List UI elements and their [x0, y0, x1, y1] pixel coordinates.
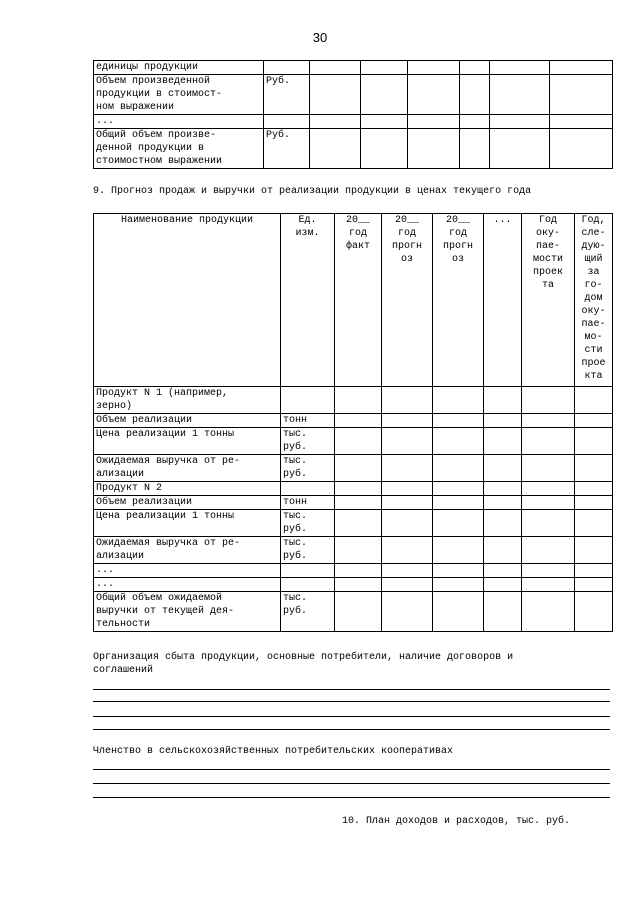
production-table — [93, 60, 613, 169]
value-cell — [408, 75, 460, 115]
value-cell — [335, 455, 382, 482]
header-row — [94, 214, 613, 387]
row-label-cell: ... — [94, 564, 281, 578]
value-cell — [382, 592, 433, 632]
section-10-title: 10. План доходов и расходов, тыс. руб. — [341, 816, 570, 827]
column-header: Год, сле- дую- щий за го- дом оку- пае- мо- сти прое кта — [575, 214, 613, 387]
row-label-cell: Продукт N 2 — [94, 482, 281, 496]
value-cell — [550, 115, 613, 129]
value-cell — [522, 592, 575, 632]
sales-organization-line — [93, 701, 610, 702]
value-cell — [490, 129, 550, 169]
value-cell — [433, 482, 484, 496]
value-cell — [522, 482, 575, 496]
row-label-cell: Цена реализации 1 тонны — [94, 428, 281, 455]
unit-cell: тонн — [281, 414, 335, 428]
cooperative-membership-line — [93, 783, 610, 784]
value-cell — [484, 414, 522, 428]
row-label-cell: Продукт N 1 (например, зерно) — [94, 387, 281, 414]
value-cell — [575, 537, 613, 564]
value-cell — [433, 564, 484, 578]
row-label-cell: ... — [94, 115, 264, 129]
value-cell — [310, 75, 361, 115]
value-cell — [335, 564, 382, 578]
unit-cell: Руб. — [264, 129, 310, 169]
unit-cell — [281, 564, 335, 578]
value-cell — [575, 564, 613, 578]
unit-cell: тонн — [281, 496, 335, 510]
value-cell — [433, 537, 484, 564]
value-cell — [433, 592, 484, 632]
section-9-title: 9. Прогноз продаж и выручки от реализации продукции в ценах текущего года — [93, 186, 532, 197]
value-cell — [522, 387, 575, 414]
value-cell — [575, 510, 613, 537]
value-cell — [433, 578, 484, 592]
value-cell — [484, 564, 522, 578]
value-cell — [522, 428, 575, 455]
cooperative-membership-line — [93, 769, 610, 770]
value-cell — [382, 482, 433, 496]
value-cell — [310, 61, 361, 75]
value-cell — [408, 129, 460, 169]
unit-cell — [281, 387, 335, 414]
row-label-cell: Объем реализации — [94, 414, 281, 428]
value-cell — [382, 387, 433, 414]
table-row — [94, 387, 613, 414]
value-cell — [575, 387, 613, 414]
table-row — [94, 75, 613, 115]
value-cell — [575, 428, 613, 455]
value-cell — [335, 578, 382, 592]
value-cell — [382, 510, 433, 537]
value-cell — [490, 75, 550, 115]
sales-forecast-table — [93, 213, 613, 632]
value-cell — [382, 428, 433, 455]
value-cell — [484, 387, 522, 414]
cooperative-membership-label: Членство в сельскохозяйственных потребительских кооперативах — [93, 746, 454, 757]
value-cell — [335, 537, 382, 564]
unit-cell: тыс. руб. — [281, 428, 335, 455]
table-row — [94, 61, 613, 75]
row-label-cell: Ожидаемая выручка от ре- ализации — [94, 455, 281, 482]
value-cell — [490, 115, 550, 129]
column-header: 20__ год прогн оз — [433, 214, 484, 387]
value-cell — [522, 578, 575, 592]
value-cell — [408, 115, 460, 129]
sales-organization-label: Организация сбыта продукции, основные потребители, наличие договоров и соглашений — [93, 652, 514, 676]
value-cell — [382, 455, 433, 482]
value-cell — [484, 510, 522, 537]
column-header: Наименование продукции — [94, 214, 281, 387]
table-row — [94, 129, 613, 169]
value-cell — [335, 428, 382, 455]
value-cell — [382, 564, 433, 578]
value-cell — [484, 482, 522, 496]
value-cell — [550, 129, 613, 169]
value-cell — [460, 61, 490, 75]
value-cell — [382, 496, 433, 510]
value-cell — [522, 414, 575, 428]
value-cell — [575, 592, 613, 632]
table-row — [94, 115, 613, 129]
value-cell — [433, 455, 484, 482]
table-row — [94, 414, 613, 428]
value-cell — [361, 115, 408, 129]
table-row — [94, 496, 613, 510]
sales-organization-line — [93, 716, 610, 717]
value-cell — [550, 75, 613, 115]
value-cell — [382, 537, 433, 564]
value-cell — [310, 129, 361, 169]
value-cell — [310, 115, 361, 129]
table-row — [94, 564, 613, 578]
value-cell — [335, 414, 382, 428]
row-label-cell: Общий объем ожидаемой выручки от текущей дея- тельности — [94, 592, 281, 632]
unit-cell — [281, 578, 335, 592]
table-row — [94, 455, 613, 482]
row-label-cell: Цена реализации 1 тонны — [94, 510, 281, 537]
value-cell — [522, 455, 575, 482]
table-row — [94, 578, 613, 592]
unit-cell — [281, 482, 335, 496]
table-row — [94, 510, 613, 537]
value-cell — [575, 578, 613, 592]
value-cell — [433, 496, 484, 510]
unit-cell: Руб. — [264, 75, 310, 115]
value-cell — [460, 129, 490, 169]
table-row — [94, 482, 613, 496]
value-cell — [575, 482, 613, 496]
value-cell — [575, 455, 613, 482]
value-cell — [433, 510, 484, 537]
unit-cell: тыс. руб. — [281, 510, 335, 537]
value-cell — [575, 496, 613, 510]
column-header: Год оку- пае- мости проек та — [522, 214, 575, 387]
row-label-cell: Объем реализации — [94, 496, 281, 510]
value-cell — [335, 592, 382, 632]
value-cell — [522, 496, 575, 510]
value-cell — [335, 510, 382, 537]
table-row — [94, 537, 613, 564]
value-cell — [335, 387, 382, 414]
value-cell — [484, 428, 522, 455]
column-header: 20__ год факт — [335, 214, 382, 387]
unit-cell: тыс. руб. — [281, 592, 335, 632]
value-cell — [484, 578, 522, 592]
value-cell — [484, 455, 522, 482]
row-label-cell: единицы продукции — [94, 61, 264, 75]
value-cell — [361, 61, 408, 75]
value-cell — [382, 414, 433, 428]
value-cell — [490, 61, 550, 75]
row-label-cell: Общий объем произве- денной продукции в стоимостном выражении — [94, 129, 264, 169]
value-cell — [433, 387, 484, 414]
column-header: ... — [484, 214, 522, 387]
value-cell — [408, 61, 460, 75]
value-cell — [433, 414, 484, 428]
value-cell — [335, 496, 382, 510]
value-cell — [361, 129, 408, 169]
cooperative-membership-line — [93, 797, 610, 798]
value-cell — [484, 592, 522, 632]
unit-cell — [264, 115, 310, 129]
value-cell — [484, 496, 522, 510]
value-cell — [575, 414, 613, 428]
page-number: 30 — [312, 30, 328, 45]
sales-organization-line — [93, 689, 610, 690]
value-cell — [335, 482, 382, 496]
value-cell — [522, 510, 575, 537]
value-cell — [522, 537, 575, 564]
value-cell — [460, 115, 490, 129]
value-cell — [550, 61, 613, 75]
sales-organization-line — [93, 729, 610, 730]
value-cell — [484, 537, 522, 564]
unit-cell: тыс. руб. — [281, 455, 335, 482]
unit-cell — [264, 61, 310, 75]
table-row — [94, 592, 613, 632]
value-cell — [433, 428, 484, 455]
value-cell — [382, 578, 433, 592]
row-label-cell: Ожидаемая выручка от ре- ализации — [94, 537, 281, 564]
column-header: 20__ год прогн оз — [382, 214, 433, 387]
value-cell — [361, 75, 408, 115]
column-header: Ед. изм. — [281, 214, 335, 387]
value-cell — [460, 75, 490, 115]
table-row — [94, 428, 613, 455]
value-cell — [522, 564, 575, 578]
row-label-cell: Объем произведенной продукции в стоимост- ном выражении — [94, 75, 264, 115]
row-label-cell: ... — [94, 578, 281, 592]
unit-cell: тыс. руб. — [281, 537, 335, 564]
